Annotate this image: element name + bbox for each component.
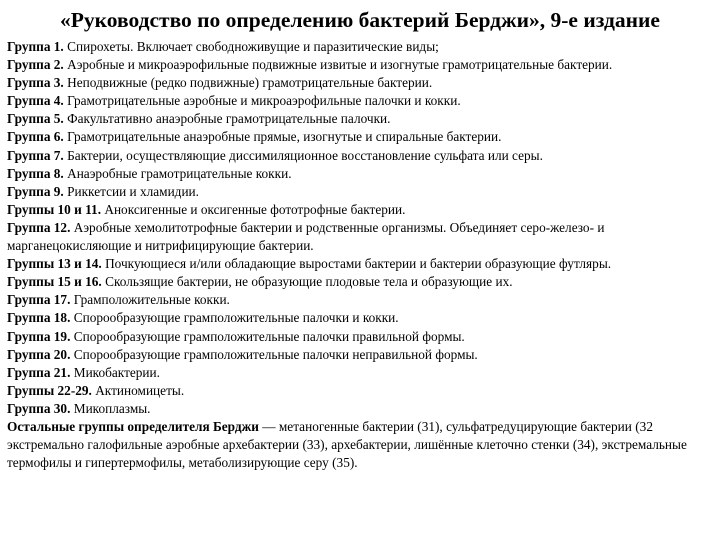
group-label: Группа 6. <box>7 129 64 145</box>
group-description: Спорообразующие грамположительные палочки неправильной формы. <box>70 346 478 362</box>
group-item <box>7 147 714 165</box>
group-label: Группы 10 и 11. <box>7 201 102 217</box>
group-description: Анаэробные грамотрицательные кокки. <box>63 165 292 181</box>
group-label: Группа 17. <box>7 292 71 308</box>
group-item <box>7 165 714 183</box>
group-label: Группа 9. <box>7 183 64 199</box>
group-item <box>7 291 714 309</box>
group-item <box>7 128 714 146</box>
group-item <box>7 255 714 273</box>
group-label: Группа 8. <box>7 165 64 181</box>
group-description: Грамотрицательные аэробные и микроаэрофильные палочки и кокки. <box>63 93 461 109</box>
group-description: Бактерии, осуществляющие диссимиляционное восстановление сульфата или серы. <box>63 147 543 163</box>
group-description: Риккетсии и хламидии. <box>63 183 200 199</box>
group-item <box>7 328 714 346</box>
slide-title: «Руководство по определению бактерий Берджи», 9-е издание <box>60 8 660 32</box>
group-label: Группа 7. <box>7 147 64 163</box>
group-description: Почкующиеся и/или обладающие выростами бактерии и бактерии образующие футляры. <box>101 256 612 272</box>
group-item <box>7 309 714 327</box>
group-item <box>7 219 714 255</box>
group-item <box>7 346 714 364</box>
group-label: Группа 19. <box>7 328 71 344</box>
group-label: Группа 12. <box>7 219 71 235</box>
group-description: Грамположительные кокки. <box>70 292 230 308</box>
group-description: Спирохеты. Включает свободноживущие и паразитические виды; <box>63 39 439 54</box>
group-description: Спорообразующие грамположительные палочки правильной формы. <box>70 328 465 344</box>
group-label: Группа 4. <box>7 93 64 109</box>
group-label: Группа 30. <box>7 400 71 416</box>
group-description: Аноксигенные и оксигенные фототрофные бактерии. <box>101 201 406 217</box>
group-label: Группы 13 и 14. <box>7 256 102 272</box>
group-description: Микоплазмы. <box>70 400 151 416</box>
group-description: Скользящие бактерии, не образующие плодовые тела и образующие их. <box>101 274 513 290</box>
group-description: Грамотрицательные анаэробные прямые, изогнутые и спиральные бактерии. <box>63 129 502 145</box>
group-description: Факультативно анаэробные грамотрицательные палочки. <box>63 111 391 127</box>
group-list <box>6 38 714 472</box>
group-item <box>7 74 714 92</box>
group-description: Неподвижные (редко подвижные) грамотрицательные бактерии. <box>63 75 433 91</box>
group-item <box>7 183 714 201</box>
group-label: Группа 1. <box>7 39 64 54</box>
group-description: Аэробные хемолитотрофные бактерии и родственные организмы. Объединяет серо-железо- и марганецокисляющие и нитрифицирующие бактерии. <box>7 219 605 254</box>
group-label: Группы 22-29. <box>7 382 92 398</box>
group-label: Группа 5. <box>7 111 64 127</box>
group-description: Спорообразующие грамположительные палочки и кокки. <box>70 310 399 326</box>
group-item <box>7 110 714 128</box>
group-description: Актиномицеты. <box>91 382 185 398</box>
group-item <box>7 400 714 418</box>
group-item <box>7 382 714 400</box>
group-item <box>7 273 714 291</box>
group-description: — метаногенные бактерии (31), сульфатредуцирующие бактерии (32 экстремально галофильные аэробные архебактерии (33), архебактерии, лишённые клеточно стенки (34), экстремальные термофилы и гипертермофилы, метаболизирующие серу (35). <box>7 418 687 471</box>
group-label: Группа 21. <box>7 364 71 380</box>
group-item <box>7 201 714 219</box>
group-label: Группа 3. <box>7 75 64 91</box>
group-label: Группа 18. <box>7 310 71 326</box>
group-label: Группа 2. <box>7 57 64 73</box>
group-item <box>7 92 714 110</box>
group-description: Аэробные и микроаэрофильные подвижные извитые и изогнутые грамотрицательные бактерии. <box>63 57 613 73</box>
group-label: Группы 15 и 16. <box>7 274 102 290</box>
group-label: Остальные группы определителя Берджи <box>7 418 259 434</box>
group-label: Группа 20. <box>7 346 71 362</box>
group-item <box>7 364 714 382</box>
group-description: Микобактерии. <box>70 364 160 380</box>
group-item <box>7 38 714 56</box>
group-item <box>7 418 714 472</box>
group-item <box>7 56 714 74</box>
